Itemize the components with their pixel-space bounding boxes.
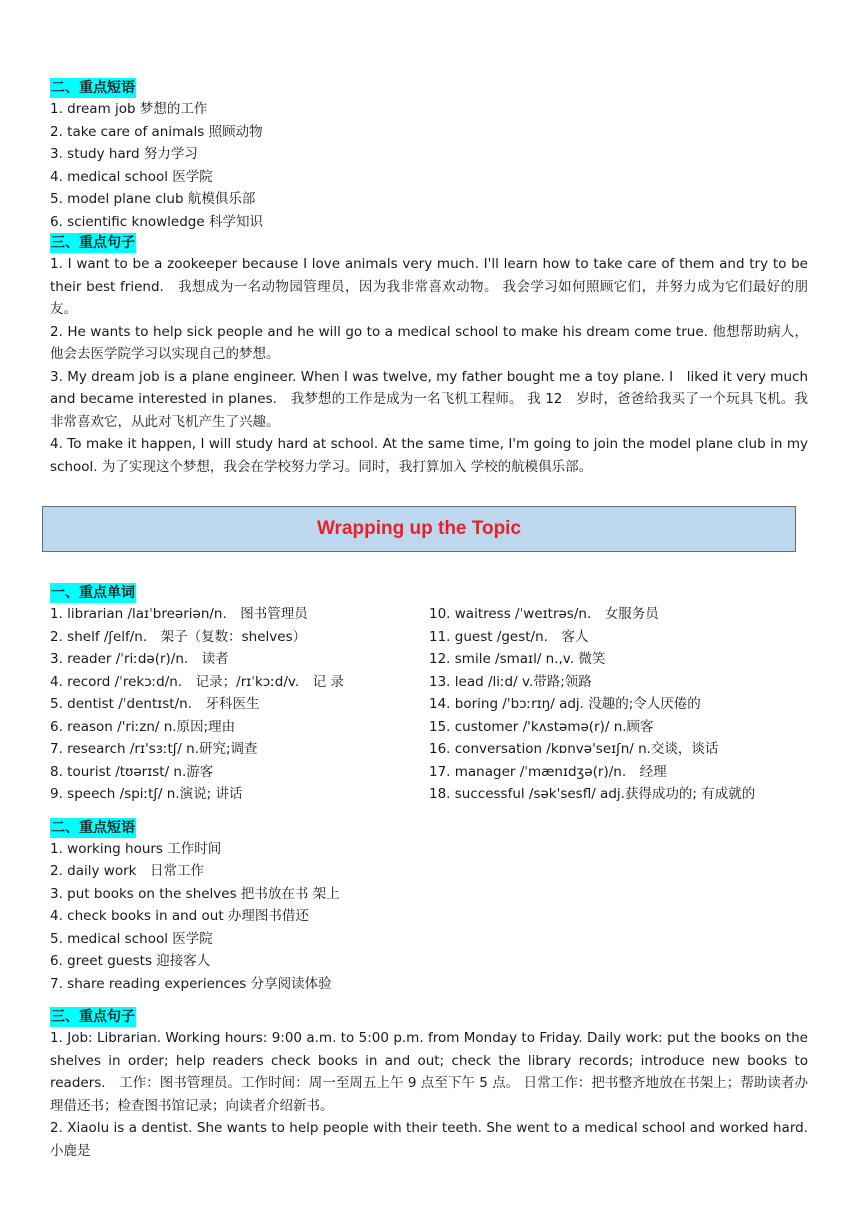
word-item: 1. librarian /laɪˈbreəriən/n. 图书管理员: [50, 606, 308, 622]
phrase-item: 1. working hours 工作时间: [50, 840, 222, 857]
word-item: 12. smile /smaɪl/ n.,v. 微笑: [429, 651, 606, 667]
word-item: 5. dentist /ˈdentɪst/n. 牙科医生: [50, 696, 260, 712]
banner-title: Wrapping up the Topic: [316, 518, 522, 539]
word-item: 11. guest /gest/n. 客人: [429, 628, 589, 645]
sentence-item: 1. I want to be a zookeeper because I love animals very much. I'll learn how to take care of them and try to be their best friend. 我想成为一名动物园管理员，因为我非常喜欢动物。 我会学习如何照顾它们，并努力成为它们最好的朋友。: [50, 256, 808, 317]
phrase-item: 5. medical school 医学院: [50, 930, 213, 947]
phrase-item: 1. dream job 梦想的工作: [50, 101, 208, 117]
word-item: 15. customer /'kʌstəmə(r)/ n.顾客: [429, 718, 654, 735]
word-column-right: [429, 603, 808, 806]
words-heading: 一、重点单词: [51, 585, 135, 601]
word-item: 2. shelf /ʃelf/n. 架子（复数：shelves）: [50, 628, 307, 645]
word-list: [50, 603, 808, 806]
word-item: 3. reader /ˈriːdə(r)/n. 读者: [50, 651, 229, 667]
word-item: 16. conversation /kɒnvə'seɪʃn/ n.交谈，谈话: [429, 741, 719, 757]
word-item: 8. tourist /tʊərɪst/ n.游客: [50, 763, 214, 780]
phrase-item: 5. model plane club 航模俱乐部: [50, 191, 256, 207]
phrase-item: 6. greet guests 迎接客人: [50, 953, 211, 969]
phrase-item: 3. put books on the shelves 把书放在书 架上: [50, 885, 340, 902]
phrase-item: 2. take care of animals 照顾动物: [50, 123, 263, 140]
section-banner: [42, 506, 796, 552]
sentence-item: 4. To make it happen, I will study hard at school. At the same time, I'm going to join the model plane club in my school. 为了实现这个梦想，我会在学校努力学习。同时，我打算加入 学校的航模俱乐部。: [50, 436, 808, 475]
word-item: 14. boring /'bɔːrɪŋ/ adj. 没趣的;令人厌倦的: [429, 696, 701, 712]
sentence-item: 2. Xiaolu is a dentist. She wants to help people with their teeth. She went to a medical school and worked hard. 小鹿是: [50, 1120, 822, 1159]
word-column-left: [50, 603, 429, 806]
phrase-item: 7. share reading experiences 分享阅读体验: [50, 975, 332, 992]
phrase-item: 6. scientific knowledge 科学知识: [50, 213, 263, 230]
phrases-heading: 二、重点短语: [51, 80, 135, 96]
word-item: 7. research /rɪ'sɜːtʃ/ n.研究;调查: [50, 741, 258, 757]
phrase-item: 4. check books in and out 办理图书借还: [50, 908, 309, 924]
sentence-item: 2. He wants to help sick people and he will go to a medical school to make his dream come true. 他想帮助病人，他会去医学院学习以实现自己的梦想。: [50, 323, 808, 362]
sentences-heading-2: 三、重点句子: [51, 1009, 135, 1025]
phrase-item: 4. medical school 医学院: [50, 168, 213, 185]
word-item: 6. reason /'riːzn/ n.原因;理由: [50, 718, 236, 735]
sentence-item: 1. Job: Librarian. Working hours: 9:00 a.m. to 5:00 p.m. from Monday to Friday. Daily work: put the books on the shelves in order; help readers check books in and out; check the library records; introduce new books to readers. 工作：图书管理员。工作时间：周一至周五上午 9 点至下午 5 点。 日常工作：把书整齐地放在书架上；帮助读者办理借还书；检查图书馆记录；向读者介绍新书。: [50, 1030, 808, 1114]
document-page: [50, 78, 822, 1162]
word-item: 13. lead /liːd/ v.带路;领路: [429, 673, 592, 690]
phrase-item: 3. study hard 努力学习: [50, 146, 198, 162]
word-item: 17. manager /ˈmænɪdʒə(r)/n. 经理: [429, 763, 667, 780]
phrase-item: 2. daily work 日常工作: [50, 863, 204, 879]
word-item: 9. speech /spiːtʃ/ n.演说; 讲话: [50, 786, 243, 802]
sentences-heading: 三、重点句子: [51, 235, 135, 251]
sentence-item: 3. My dream job is a plane engineer. When I was twelve, my father bought me a toy plane. I liked it very much and became interested in planes. 我梦想的工作是成为一名飞机工程师。 我 12 岁时，爸爸给我买了一个玩具飞机。我非常喜欢它，从此对飞机产生了兴趣。: [50, 368, 808, 430]
word-item: 18. successful /sək'sesfl/ adj.获得成功的; 有成就的: [429, 786, 756, 802]
phrases-heading-2: 二、重点短语: [51, 819, 135, 836]
word-item: 10. waitress /ˈweɪtrəs/n. 女服务员: [429, 606, 659, 622]
word-item: 4. record /ˈrekɔːd/n. 记录；/rɪˈkɔːd/v. 记 录: [50, 673, 344, 690]
